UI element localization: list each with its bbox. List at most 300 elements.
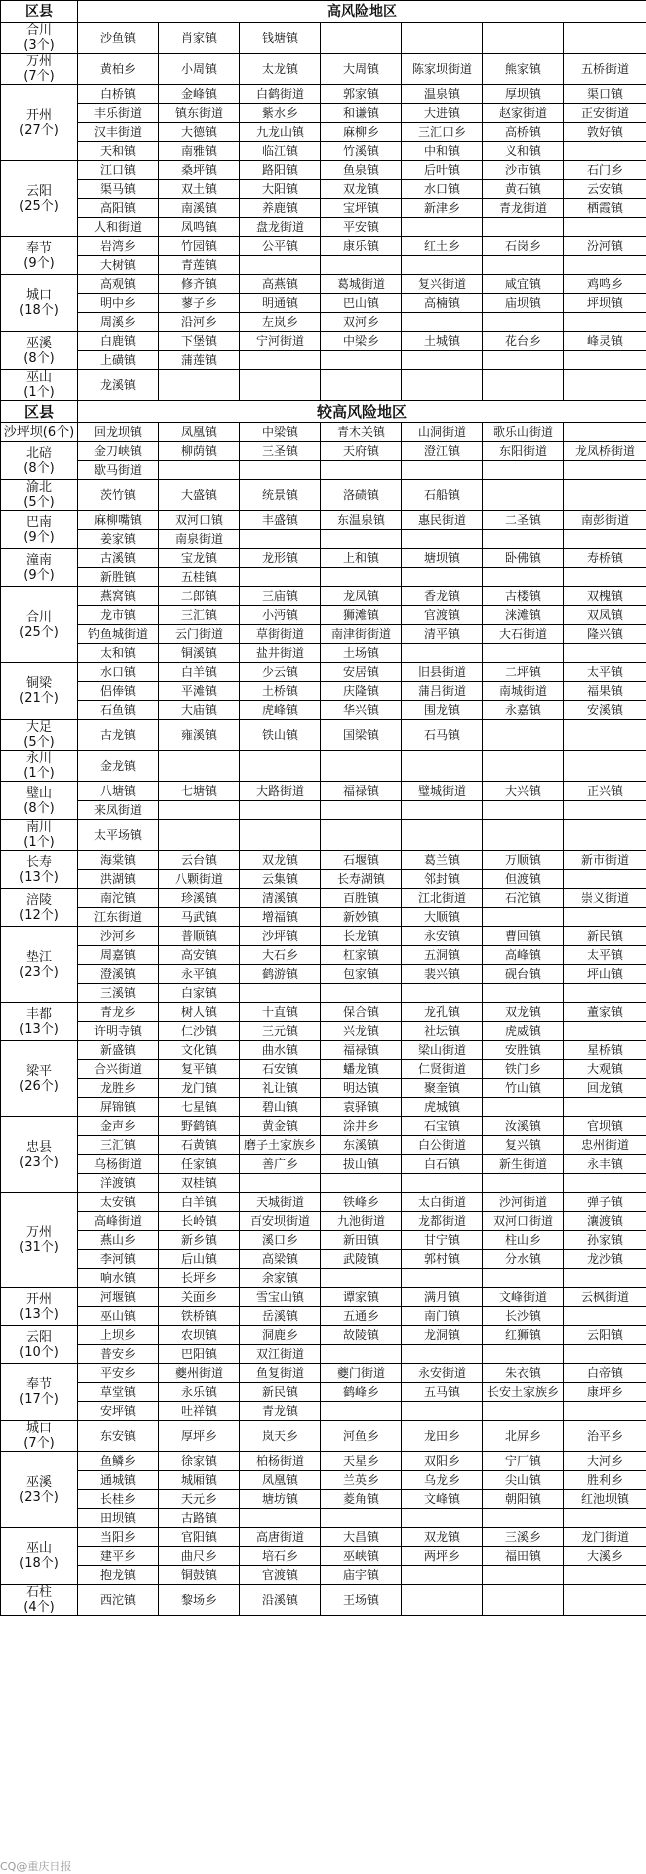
town-cell: 大路街道 — [240, 782, 321, 801]
town-cell: 宁河街道 — [240, 332, 321, 351]
town-cell: 海棠镇 — [78, 851, 159, 870]
empty-cell — [159, 461, 240, 480]
town-cell: 江北街道 — [402, 889, 483, 908]
empty-cell — [321, 801, 402, 820]
town-cell: 永丰镇 — [564, 1155, 646, 1174]
empty-cell — [564, 1098, 646, 1117]
town-cell: 培石乡 — [240, 1547, 321, 1566]
table-row — [1, 927, 646, 946]
empty-cell — [321, 23, 402, 54]
town-cell: 双桂镇 — [159, 1174, 240, 1193]
town-cell: 武陵镇 — [321, 1250, 402, 1269]
town-cell: 兴龙镇 — [321, 1022, 402, 1041]
town-cell: 石宝镇 — [402, 1117, 483, 1136]
town-cell: 宝龙镇 — [159, 549, 240, 568]
town-cell: 高梁镇 — [240, 1250, 321, 1269]
town-cell: 石岗乡 — [483, 237, 564, 256]
empty-cell — [402, 1174, 483, 1193]
empty-cell — [483, 461, 564, 480]
district-cell: 巫溪 (23个) — [1, 1452, 78, 1528]
town-cell: 平安乡 — [78, 1364, 159, 1383]
town-cell: 二坪镇 — [483, 663, 564, 682]
table-row — [1, 123, 646, 142]
town-cell: 寿桥镇 — [564, 549, 646, 568]
town-cell: 文峰镇 — [402, 1490, 483, 1509]
table-row — [1, 104, 646, 123]
town-cell: 长桂乡 — [78, 1490, 159, 1509]
town-cell: 东温泉镇 — [321, 511, 402, 530]
town-cell: 金峰镇 — [159, 85, 240, 104]
town-cell: 十直镇 — [240, 1003, 321, 1022]
table-row — [1, 625, 646, 644]
town-cell: 明通镇 — [240, 294, 321, 313]
table-row — [1, 965, 646, 984]
town-cell: 复兴镇 — [483, 1136, 564, 1155]
district-cell: 丰都 (13个) — [1, 1003, 78, 1041]
table-row — [1, 1098, 646, 1117]
district-cell: 沙坪坝(6个) — [1, 423, 78, 442]
town-cell: 吐祥镇 — [159, 1402, 240, 1421]
town-cell: 白家镇 — [159, 984, 240, 1003]
town-cell: 双河口镇 — [159, 511, 240, 530]
town-cell: 新胜镇 — [78, 568, 159, 587]
town-cell: 沙鱼镇 — [78, 23, 159, 54]
town-cell: 普顺镇 — [159, 927, 240, 946]
town-cell: 白桥镇 — [78, 85, 159, 104]
empty-cell — [402, 1269, 483, 1288]
table-row — [1, 1345, 646, 1364]
town-cell: 崇义街道 — [564, 889, 646, 908]
town-cell: 虎峰镇 — [240, 701, 321, 720]
town-cell: 庙坝镇 — [483, 294, 564, 313]
town-cell: 厚坝镇 — [483, 85, 564, 104]
town-cell: 新民镇 — [240, 1383, 321, 1402]
town-cell: 天元乡 — [159, 1490, 240, 1509]
town-cell: 歌乐山街道 — [483, 423, 564, 442]
town-cell: 鱼鳞乡 — [78, 1452, 159, 1471]
table-row — [1, 1250, 646, 1269]
table-row — [1, 1155, 646, 1174]
empty-cell — [240, 1509, 321, 1528]
town-cell: 钓鱼城街道 — [78, 625, 159, 644]
header-row-elevated-risk — [1, 401, 646, 423]
town-cell: 八塘镇 — [78, 782, 159, 801]
table-row — [1, 161, 646, 180]
town-cell: 长沙镇 — [483, 1307, 564, 1326]
town-cell: 新田镇 — [321, 1231, 402, 1250]
table-row — [1, 218, 646, 237]
town-cell: 邻封镇 — [402, 870, 483, 889]
town-cell: 白羊镇 — [159, 1193, 240, 1212]
town-cell: 清平镇 — [402, 625, 483, 644]
district-cell: 云阳 (10个) — [1, 1326, 78, 1364]
town-cell: 官渡镇 — [402, 606, 483, 625]
table-row — [1, 1174, 646, 1193]
town-cell: 五通乡 — [321, 1307, 402, 1326]
town-cell: 汝溪镇 — [483, 1117, 564, 1136]
town-cell: 善广乡 — [240, 1155, 321, 1174]
town-cell: 太平场镇 — [78, 820, 159, 851]
town-cell: 周溪乡 — [78, 313, 159, 332]
empty-cell — [564, 1345, 646, 1364]
town-cell: 华兴镇 — [321, 701, 402, 720]
town-cell: 许明寺镇 — [78, 1022, 159, 1041]
town-cell: 大石乡 — [240, 946, 321, 965]
town-cell: 巴山镇 — [321, 294, 402, 313]
town-cell: 古龙镇 — [78, 720, 159, 751]
empty-cell — [483, 1269, 564, 1288]
table-row — [1, 1022, 646, 1041]
empty-cell — [564, 870, 646, 889]
table-row — [1, 1117, 646, 1136]
town-cell: 熊家镇 — [483, 54, 564, 85]
district-cell: 梁平 (26个) — [1, 1041, 78, 1117]
empty-cell — [483, 480, 564, 511]
town-cell: 丰盛镇 — [240, 511, 321, 530]
town-cell: 庙宇镇 — [321, 1566, 402, 1585]
town-cell: 曹回镇 — [483, 927, 564, 946]
town-cell: 八颗街道 — [159, 870, 240, 889]
town-cell: 平安镇 — [321, 218, 402, 237]
town-cell: 明中乡 — [78, 294, 159, 313]
town-cell: 洛碛镇 — [321, 480, 402, 511]
empty-cell — [483, 370, 564, 401]
town-cell: 孙家镇 — [564, 1231, 646, 1250]
town-cell: 隆兴镇 — [564, 625, 646, 644]
town-cell: 盐井街道 — [240, 644, 321, 663]
town-cell: 葛城街道 — [321, 275, 402, 294]
town-cell: 三溪乡 — [483, 1528, 564, 1547]
table-row — [1, 1212, 646, 1231]
empty-cell — [483, 1566, 564, 1585]
town-cell: 三汇镇 — [78, 1136, 159, 1155]
town-cell: 太龙镇 — [240, 54, 321, 85]
empty-cell — [402, 801, 483, 820]
town-cell: 太和镇 — [78, 644, 159, 663]
table-row — [1, 549, 646, 568]
town-cell: 龙胜乡 — [78, 1079, 159, 1098]
empty-cell — [402, 1402, 483, 1421]
town-cell: 和谦镇 — [321, 104, 402, 123]
town-cell: 郭村镇 — [402, 1250, 483, 1269]
empty-cell — [483, 984, 564, 1003]
town-cell: 尖山镇 — [483, 1471, 564, 1490]
town-cell: 柏杨街道 — [240, 1452, 321, 1471]
town-cell: 南门镇 — [402, 1307, 483, 1326]
table-row — [1, 461, 646, 480]
town-cell: 人和街道 — [78, 218, 159, 237]
town-cell: 乌龙乡 — [402, 1471, 483, 1490]
town-cell: 凤凰镇 — [240, 1471, 321, 1490]
empty-cell — [483, 530, 564, 549]
empty-cell — [483, 1174, 564, 1193]
district-cell: 城口 (7个) — [1, 1421, 78, 1452]
town-cell: 大德镇 — [159, 123, 240, 142]
town-cell: 江口镇 — [78, 161, 159, 180]
town-cell: 屏锦镇 — [78, 1098, 159, 1117]
table-row — [1, 530, 646, 549]
table-row — [1, 275, 646, 294]
town-cell: 陈家坝街道 — [402, 54, 483, 85]
town-cell: 朝阳镇 — [483, 1490, 564, 1509]
town-cell: 天城街道 — [240, 1193, 321, 1212]
town-cell: 青龙乡 — [78, 1003, 159, 1022]
town-cell: 兰英乡 — [321, 1471, 402, 1490]
town-cell: 建平乡 — [78, 1547, 159, 1566]
town-cell: 安胜镇 — [483, 1041, 564, 1060]
town-cell: 青龙镇 — [240, 1402, 321, 1421]
town-cell: 山洞街道 — [402, 423, 483, 442]
town-cell: 福果镇 — [564, 682, 646, 701]
town-cell: 龙门街道 — [564, 1528, 646, 1547]
empty-cell — [321, 1402, 402, 1421]
town-cell: 白帝镇 — [564, 1364, 646, 1383]
town-cell: 沙河街道 — [483, 1193, 564, 1212]
town-cell: 白羊镇 — [159, 663, 240, 682]
table-row — [1, 682, 646, 701]
town-cell: 新妙镇 — [321, 908, 402, 927]
town-cell: 回龙镇 — [564, 1079, 646, 1098]
town-cell: 大阳镇 — [240, 180, 321, 199]
town-cell: 田坝镇 — [78, 1509, 159, 1528]
district-cell: 巫山 (18个) — [1, 1528, 78, 1585]
section-title: 较高风险地区 — [78, 401, 646, 423]
table-row — [1, 1566, 646, 1585]
town-cell: 高峰街道 — [78, 1212, 159, 1231]
empty-cell — [483, 751, 564, 782]
town-cell: 虎威镇 — [483, 1022, 564, 1041]
town-cell: 柳荫镇 — [159, 442, 240, 461]
table-row — [1, 751, 646, 782]
town-cell: 凤鸣镇 — [159, 218, 240, 237]
table-row — [1, 1383, 646, 1402]
town-cell: 东安镇 — [78, 1421, 159, 1452]
town-cell: 铜溪镇 — [159, 644, 240, 663]
town-cell: 大河乡 — [564, 1452, 646, 1471]
town-cell: 福禄镇 — [321, 1041, 402, 1060]
town-cell: 土城镇 — [402, 332, 483, 351]
table-row — [1, 1269, 646, 1288]
town-cell: 溪口乡 — [240, 1231, 321, 1250]
town-cell: 红池坝镇 — [564, 1490, 646, 1509]
empty-cell — [240, 801, 321, 820]
empty-cell — [402, 218, 483, 237]
town-cell: 桑坪镇 — [159, 161, 240, 180]
table-row — [1, 1402, 646, 1421]
town-cell: 洪湖镇 — [78, 870, 159, 889]
town-cell: 永平镇 — [159, 965, 240, 984]
table-row — [1, 294, 646, 313]
town-cell: 临江镇 — [240, 142, 321, 161]
table-row — [1, 1136, 646, 1155]
town-cell: 沿河乡 — [159, 313, 240, 332]
town-cell: 高楠镇 — [402, 294, 483, 313]
town-cell: 高峰镇 — [483, 946, 564, 965]
town-cell: 乌杨街道 — [78, 1155, 159, 1174]
town-cell: 太安镇 — [78, 1193, 159, 1212]
town-cell: 上和镇 — [321, 549, 402, 568]
town-cell: 石沱镇 — [483, 889, 564, 908]
town-cell: 云安镇 — [564, 180, 646, 199]
town-cell: 青木关镇 — [321, 423, 402, 442]
town-cell: 澄江镇 — [402, 442, 483, 461]
town-cell: 竹溪镇 — [321, 142, 402, 161]
town-cell: 云台镇 — [159, 851, 240, 870]
town-cell: 官阳镇 — [159, 1528, 240, 1547]
town-cell: 夔门街道 — [321, 1364, 402, 1383]
empty-cell — [564, 480, 646, 511]
empty-cell — [402, 1509, 483, 1528]
empty-cell — [402, 568, 483, 587]
town-cell: 鹤峰乡 — [321, 1383, 402, 1402]
empty-cell — [564, 530, 646, 549]
town-cell: 云集镇 — [240, 870, 321, 889]
table-row — [1, 851, 646, 870]
town-cell: 渠口镇 — [564, 85, 646, 104]
table-row — [1, 701, 646, 720]
town-cell: 郭家镇 — [321, 85, 402, 104]
table-row — [1, 23, 646, 54]
town-cell: 三元镇 — [240, 1022, 321, 1041]
town-cell: 云阳镇 — [564, 1326, 646, 1345]
district-cell: 石柱 (4个) — [1, 1585, 78, 1616]
empty-cell — [402, 820, 483, 851]
town-cell: 五马镇 — [402, 1383, 483, 1402]
town-cell: 树人镇 — [159, 1003, 240, 1022]
town-cell: 三汇镇 — [159, 606, 240, 625]
empty-cell — [564, 218, 646, 237]
town-cell: 五桂镇 — [159, 568, 240, 587]
town-cell: 中梁镇 — [240, 423, 321, 442]
empty-cell — [483, 801, 564, 820]
town-cell: 龙田乡 — [402, 1421, 483, 1452]
empty-cell — [564, 1269, 646, 1288]
town-cell: 黎场乡 — [159, 1585, 240, 1616]
town-cell: 大观镇 — [564, 1060, 646, 1079]
empty-cell — [321, 568, 402, 587]
district-cell: 南川 (1个) — [1, 820, 78, 851]
town-cell: 新市街道 — [564, 851, 646, 870]
town-cell: 云门街道 — [159, 625, 240, 644]
town-cell: 金声乡 — [78, 1117, 159, 1136]
town-cell: 土场镇 — [321, 644, 402, 663]
table-row — [1, 1231, 646, 1250]
town-cell: 古溪镇 — [78, 549, 159, 568]
town-cell: 双槐镇 — [564, 587, 646, 606]
town-cell: 砚台镇 — [483, 965, 564, 984]
table-row — [1, 180, 646, 199]
town-cell: 天星乡 — [321, 1452, 402, 1471]
town-cell: 余家镇 — [240, 1269, 321, 1288]
town-cell: 雍溪镇 — [159, 720, 240, 751]
town-cell: 九池街道 — [321, 1212, 402, 1231]
table-row — [1, 442, 646, 461]
town-cell: 永乐镇 — [159, 1383, 240, 1402]
town-cell: 太平镇 — [564, 946, 646, 965]
empty-cell — [483, 1402, 564, 1421]
empty-cell — [159, 820, 240, 851]
table-row — [1, 1528, 646, 1547]
town-cell: 涞滩镇 — [483, 606, 564, 625]
empty-cell — [240, 820, 321, 851]
town-cell: 文化镇 — [159, 1041, 240, 1060]
town-cell: 长坪乡 — [159, 1269, 240, 1288]
town-cell: 五桥街道 — [564, 54, 646, 85]
town-cell: 社坛镇 — [402, 1022, 483, 1041]
town-cell: 大树镇 — [78, 256, 159, 275]
town-cell: 小沔镇 — [240, 606, 321, 625]
town-cell: 复兴街道 — [402, 275, 483, 294]
town-cell: 中和镇 — [402, 142, 483, 161]
town-cell: 康乐镇 — [321, 237, 402, 256]
town-cell: 保合镇 — [321, 1003, 402, 1022]
town-cell: 正兴镇 — [564, 782, 646, 801]
town-cell: 三庙镇 — [240, 587, 321, 606]
town-cell: 石马镇 — [402, 720, 483, 751]
town-cell: 养鹿镇 — [240, 199, 321, 218]
district-cell: 涪陵 (12个) — [1, 889, 78, 927]
table-row — [1, 908, 646, 927]
town-cell: 龙凤桥街道 — [564, 442, 646, 461]
town-cell: 龙沙镇 — [564, 1250, 646, 1269]
town-cell: 青龙街道 — [483, 199, 564, 218]
town-cell: 柱山乡 — [483, 1231, 564, 1250]
town-cell: 铜鼓镇 — [159, 1566, 240, 1585]
town-cell: 石安镇 — [240, 1060, 321, 1079]
town-cell: 双龙镇 — [483, 1003, 564, 1022]
empty-cell — [240, 256, 321, 275]
empty-cell — [402, 351, 483, 370]
town-cell: 巴阳镇 — [159, 1345, 240, 1364]
town-cell: 天府镇 — [321, 442, 402, 461]
town-cell: 通城镇 — [78, 1471, 159, 1490]
town-cell: 任家镇 — [159, 1155, 240, 1174]
town-cell: 东阳街道 — [483, 442, 564, 461]
town-cell: 金刀峡镇 — [78, 442, 159, 461]
empty-cell — [483, 908, 564, 927]
town-cell: 蓼子乡 — [159, 294, 240, 313]
town-cell: 故陵镇 — [321, 1326, 402, 1345]
town-cell: 野鹤镇 — [159, 1117, 240, 1136]
empty-cell — [483, 351, 564, 370]
district-cell: 奉节 (9个) — [1, 237, 78, 275]
empty-cell — [402, 1566, 483, 1585]
town-cell: 福田镇 — [483, 1547, 564, 1566]
town-cell: 北屏乡 — [483, 1421, 564, 1452]
town-cell: 七塘镇 — [159, 782, 240, 801]
town-cell: 满月镇 — [402, 1288, 483, 1307]
town-cell: 包家镇 — [321, 965, 402, 984]
empty-cell — [159, 370, 240, 401]
town-cell: 敦好镇 — [564, 123, 646, 142]
town-cell: 关面乡 — [159, 1288, 240, 1307]
empty-cell — [240, 461, 321, 480]
town-cell: 香龙镇 — [402, 587, 483, 606]
table-row — [1, 984, 646, 1003]
town-cell: 李河镇 — [78, 1250, 159, 1269]
town-cell: 曲水镇 — [240, 1041, 321, 1060]
town-cell: 澄溪镇 — [78, 965, 159, 984]
town-cell: 官渡镇 — [240, 1566, 321, 1585]
town-cell: 镇东街道 — [159, 104, 240, 123]
empty-cell — [564, 351, 646, 370]
town-cell: 蒲吕街道 — [402, 682, 483, 701]
town-cell: 抱龙镇 — [78, 1566, 159, 1585]
town-cell: 双龙镇 — [321, 180, 402, 199]
column-header-district: 区县 — [1, 401, 78, 423]
town-cell: 鸡鸣乡 — [564, 275, 646, 294]
table-row — [1, 1509, 646, 1528]
